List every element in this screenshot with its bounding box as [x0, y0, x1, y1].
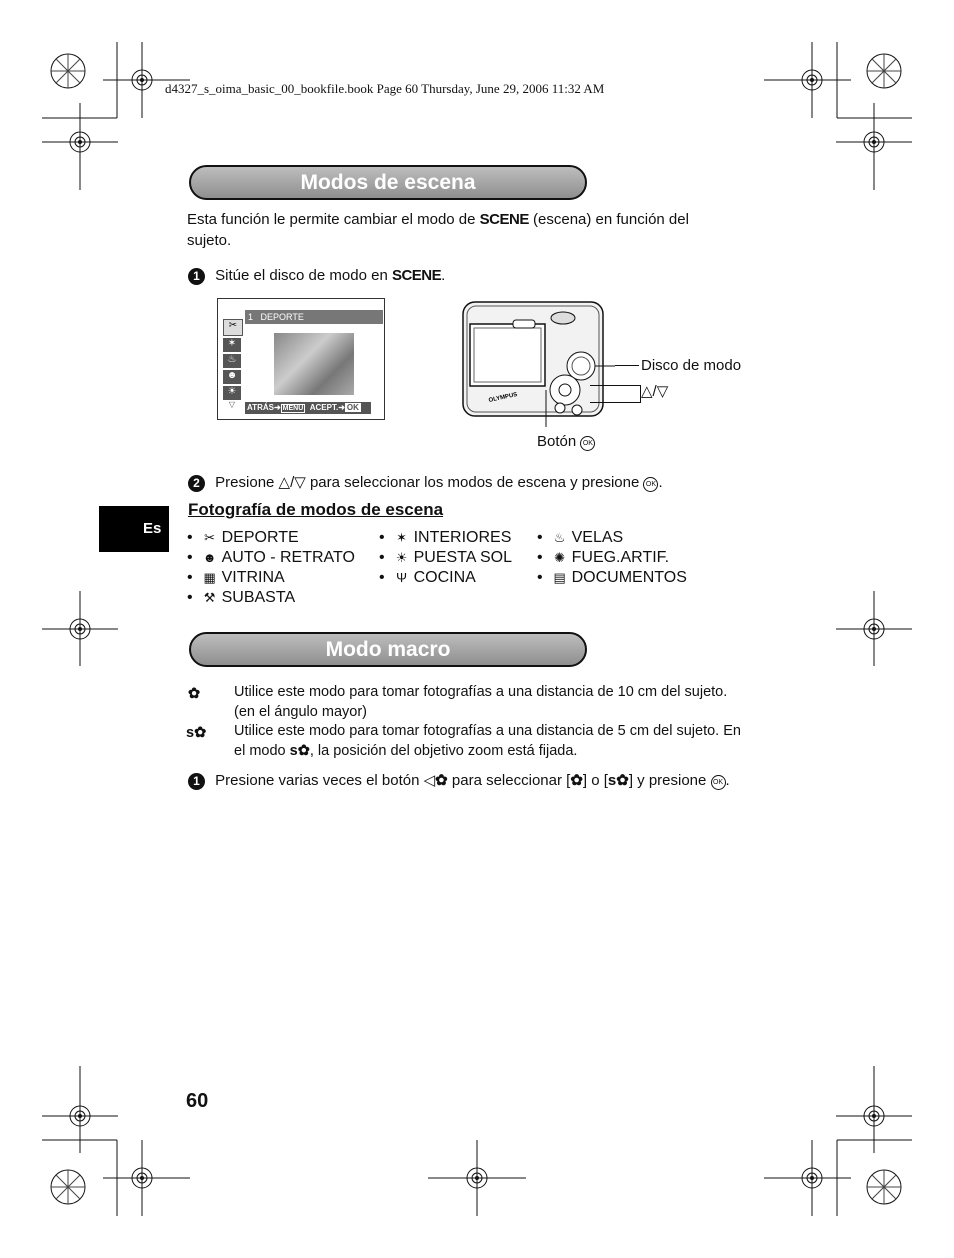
- ok-button-icon: OK: [580, 436, 595, 451]
- list-item: [379, 568, 512, 588]
- list-item: [379, 528, 512, 548]
- bullet: •: [379, 549, 385, 566]
- step-macro-period: .: [725, 772, 730, 789]
- macro-text-2: (en el ángulo mayor): [234, 704, 367, 720]
- supermacro-icon: s✿: [186, 725, 207, 741]
- bullet: •: [187, 569, 193, 586]
- scene-mode-icon: ✶: [396, 530, 408, 545]
- section-title-scene-modes: Modos de escena: [189, 165, 587, 200]
- step-macro-text-d: ] y presione: [628, 772, 707, 789]
- scroll-down-icon: ▽: [228, 400, 236, 409]
- lcd-title-bar: [245, 310, 383, 324]
- scene-mode-icon: ☻: [202, 550, 217, 565]
- step-number-icon: 1: [188, 773, 205, 790]
- mode-dial-label: Disco de modo: [641, 357, 742, 374]
- step-2-text: Presione △/▽ para seleccionar los modos de escena y presione: [215, 474, 640, 491]
- scene-mode-icon: Ψ: [396, 570, 408, 585]
- bullet: •: [537, 529, 543, 546]
- intro-text-c: sujeto.: [187, 232, 232, 249]
- scene-mode-icon: SCENE: [479, 211, 529, 228]
- list-item: [187, 568, 355, 588]
- supermacro-description: [234, 721, 774, 761]
- subheading-scene-photography: Fotografía de modos de escena: [188, 500, 444, 519]
- portrait-icon: ☻: [223, 370, 241, 384]
- step-1-period: .: [441, 267, 446, 284]
- scene-mode-label: INTERIORES: [413, 529, 512, 546]
- step-macro-text-a: Presione varias veces el botón ◁: [215, 772, 436, 789]
- lcd-back-label: ATRÁS: [247, 403, 274, 412]
- macro-description: [234, 682, 774, 722]
- indoor-icon: ✶: [223, 338, 241, 352]
- section-title-macro-mode: Modo macro: [189, 632, 587, 667]
- macro-icon: ✿: [570, 772, 583, 789]
- step-macro-1: [188, 770, 730, 791]
- scene-mode-icon: ▦: [203, 570, 216, 585]
- list-item: [537, 528, 687, 548]
- list-item: [187, 588, 355, 608]
- ok-button-label: [537, 431, 595, 452]
- lcd-mode-name: DEPORTE: [260, 312, 304, 322]
- bullet: •: [379, 569, 385, 586]
- scene-mode-icon: SCENE: [391, 267, 442, 284]
- macro-icon: ✿: [188, 686, 201, 702]
- bullet: •: [187, 549, 193, 566]
- supermacro-text-1: Utilice este modo para tomar fotografías a una distancia de 5 cm del sujeto. En: [234, 723, 741, 739]
- step-number-icon: 2: [188, 475, 205, 492]
- arrows-leader-line: [590, 385, 641, 403]
- supermacro-icon: s✿: [607, 772, 629, 789]
- scene-mode-label: FUEG.ARTIF.: [571, 549, 670, 566]
- camera-back-illustration: [455, 292, 615, 427]
- ok-button-icon: OK: [711, 775, 726, 790]
- scene-mode-icon: ▤: [553, 570, 566, 585]
- scene-mode-label: VITRINA: [221, 569, 285, 586]
- scene-mode-label: VELAS: [571, 529, 624, 546]
- sport-sample-photo: [274, 333, 354, 395]
- step-number-icon: 1: [188, 268, 205, 285]
- scene-list-col-2: [379, 528, 512, 588]
- camera-brand-logo: OLYMPUS: [488, 392, 518, 404]
- dial-leader-line: [615, 365, 639, 366]
- scene-mode-label: SUBASTA: [221, 589, 296, 606]
- intro-text-b: (escena) en función del: [528, 211, 689, 228]
- lcd-index: 1: [248, 312, 254, 322]
- step-2: [188, 472, 663, 493]
- intro-paragraph: [187, 209, 767, 251]
- lcd-accept-label: ACEPT.: [309, 403, 339, 412]
- step-2-period: .: [658, 474, 663, 491]
- scene-mode-label: AUTO - RETRATO: [221, 549, 355, 566]
- scene-list-col-1: [187, 528, 355, 608]
- arrow-buttons-label: △/▽: [641, 383, 669, 400]
- bullet: •: [379, 529, 385, 546]
- scene-mode-label: DOCUMENTOS: [571, 569, 687, 586]
- candle-icon: ♨: [223, 354, 241, 368]
- scene-mode-label: DEPORTE: [221, 529, 299, 546]
- ok-button-text: Botón: [537, 433, 577, 450]
- lcd-screen-illustration: [217, 298, 385, 420]
- page-number: 60: [186, 1090, 209, 1112]
- lcd-mode-icons: [221, 302, 241, 416]
- step-macro-text-c: ] o [: [582, 772, 608, 789]
- step-1: [188, 265, 445, 286]
- bullet: •: [187, 589, 193, 606]
- ok-button-icon: OK: [643, 477, 658, 492]
- scene-mode-icon: ✂: [204, 530, 216, 545]
- bullet: •: [537, 549, 543, 566]
- lcd-menu-icon: MENU: [282, 405, 304, 412]
- macro-icon: ✿: [435, 772, 448, 789]
- supermacro-icon: s✿: [289, 743, 310, 759]
- language-tab: Es: [99, 506, 169, 552]
- scene-mode-label: PUESTA SOL: [413, 549, 513, 566]
- scene-mode-label: COCINA: [413, 569, 476, 586]
- list-item: [379, 548, 512, 568]
- step-macro-text-b: para seleccionar [: [447, 772, 571, 789]
- scene-mode-icon: ✺: [554, 550, 566, 565]
- supermacro-text-2b: , la posición del objetivo zoom está fijada.: [309, 743, 578, 759]
- scene-mode-icon: ☀: [395, 550, 408, 565]
- list-item: [187, 528, 355, 548]
- supermacro-text-2a: el modo: [234, 743, 290, 759]
- list-item: [537, 548, 687, 568]
- lcd-ok-icon: OK: [346, 403, 359, 412]
- bullet: •: [537, 569, 543, 586]
- bullet: •: [187, 529, 193, 546]
- lcd-footer: ATRÁS➜ MENU ACEPT.➜ OK: [245, 402, 371, 414]
- list-item: [537, 568, 687, 588]
- sunset-icon: ☀: [223, 386, 241, 400]
- intro-text-a: Esta función le permite cambiar el modo de: [187, 211, 480, 228]
- macro-text-1: Utilice este modo para tomar fotografías a una distancia de 10 cm del sujeto.: [234, 684, 728, 700]
- step-1-text: Sitúe el disco de modo en: [215, 267, 392, 284]
- sport-icon: ✂: [223, 319, 243, 336]
- scene-mode-icon: ⚒: [203, 590, 216, 605]
- scene-list-col-3: [537, 528, 687, 588]
- print-header: d4327_s_oima_basic_00_bookfile.book Page 60 Thursday, June 29, 2006 11:32 AM: [165, 81, 605, 96]
- scene-mode-icon: ♨: [553, 530, 566, 545]
- list-item: [187, 548, 355, 568]
